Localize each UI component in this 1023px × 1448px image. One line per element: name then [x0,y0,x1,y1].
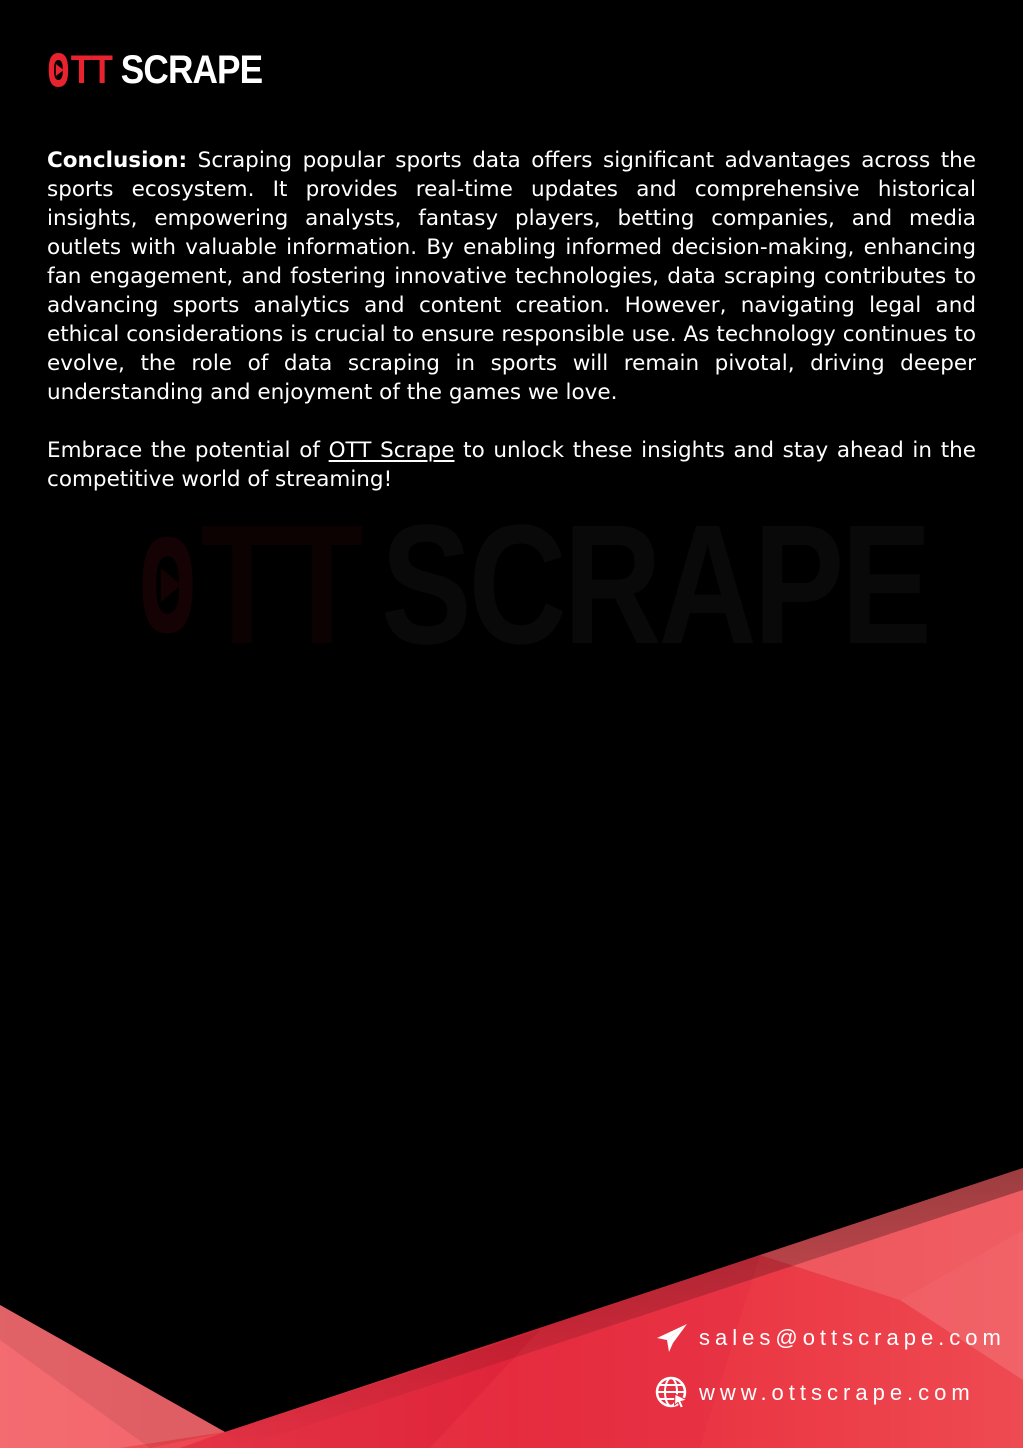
conclusion-body: Scraping popular sports data offers significant advantages across the sports ecosystem. It provides real-time updates and comprehensive historical insights, empowering analysts, fantasy players, betting companies, and media outlets with valuable information. By enabling informed decision-making, enhancing fan engagement, and fostering innovative technologies, data scraping contributes to advancing sports analytics and content creation. However, navigating legal and ethical considerations is crucial to ensure responsible use. As technology continues to evolve, the role of data scraping in sports will remain pivotal, driving deeper understanding and enjoyment of the games we love. [47,148,976,405]
watermark-text-scrape: SCRAPE [380,490,929,680]
contact-website[interactable] [655,1376,975,1410]
cta-paragraph [47,436,976,494]
conclusion-heading: Conclusion: [47,148,188,173]
watermark-o-icon [138,515,197,655]
watermark-text-tt: TT [200,490,361,680]
email-text: sales@ottscrape.com [699,1325,1006,1350]
brand-logo [47,50,262,90]
ott-scrape-link[interactable]: OTT Scrape [328,438,455,463]
globe-cursor-icon [655,1376,689,1410]
paper-plane-icon [655,1322,689,1354]
contact-email[interactable] [655,1322,1006,1354]
conclusion-section [47,146,976,494]
conclusion-paragraph [47,146,976,407]
logo-text-scrape: SCRAPE [120,48,263,92]
cta-before: Embrace the potential of [47,438,329,463]
logo-watermark [138,490,929,680]
logo-text-tt: TT [70,48,113,92]
cta-after: to unlock these insights and stay ahead in the competitive world of streaming! [47,438,976,492]
play-o-icon [47,51,70,89]
website-text: www.ottscrape.com [699,1380,975,1405]
